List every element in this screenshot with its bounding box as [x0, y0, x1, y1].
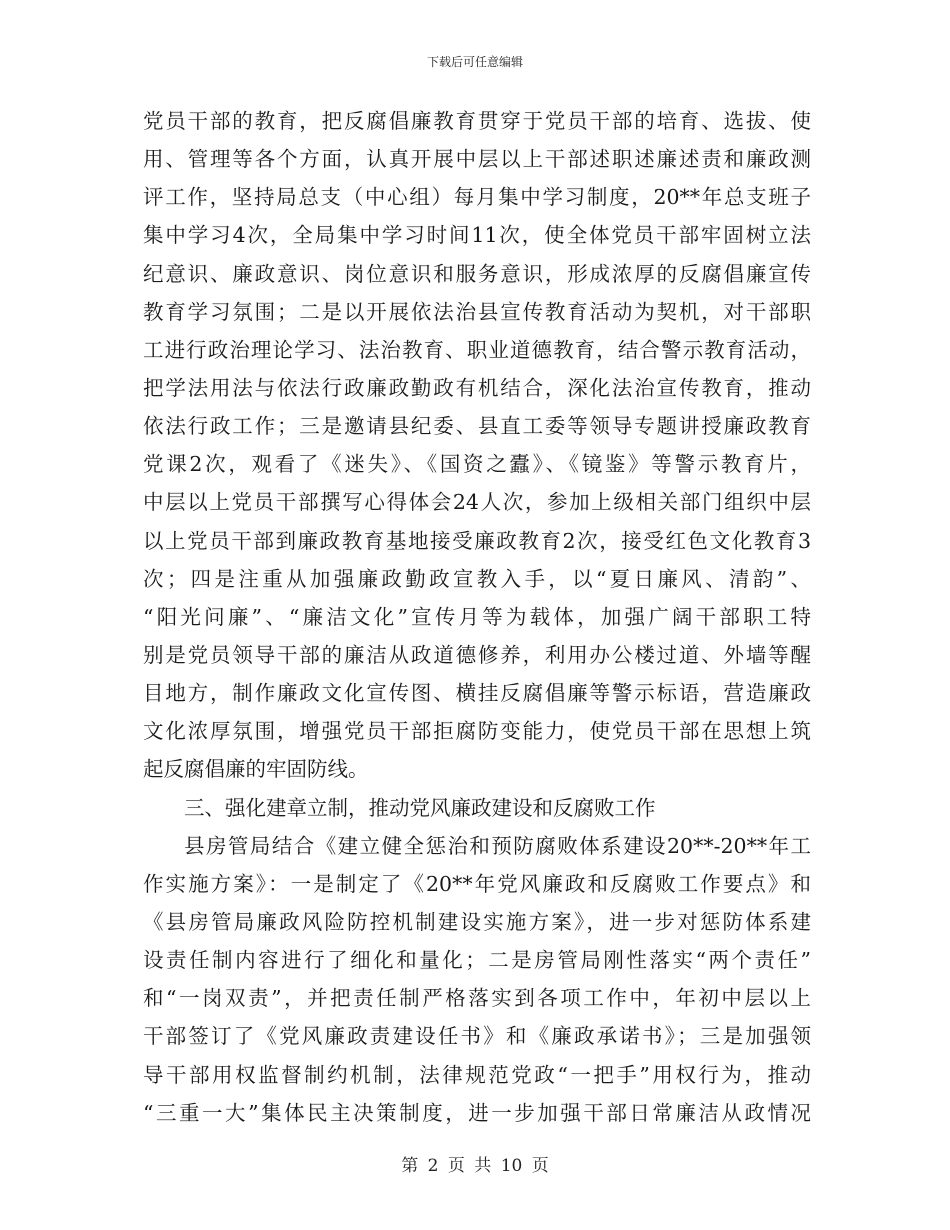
body-line: 作实施方案》：一是制定了《20**年党风廉政和反腐败工作要点》和	[143, 871, 811, 896]
body-line: 起反腐倡廉的牢固防线。	[143, 757, 369, 782]
body-line: 设责任制内容进行了细化和量化；二是房管局刚性落实“两个责任”	[143, 948, 811, 973]
body-line: 目地方，制作廉政文化宣传图、横挂反腐倡廉等警示标语，营造廉政	[143, 681, 811, 706]
paragraph-first-line: 县房管局结合《建立健全惩治和预防腐败体系建设20**-20**年工	[184, 833, 811, 858]
body-line: 党课2次，观看了《迷失》、《国资之蠹》、《镜鉴》等警示教育片，	[143, 452, 811, 477]
body-line: 集中学习4次，全局集中学习时间11次，使全体党员干部牢固树立法	[143, 223, 811, 248]
body-line: “阳光问廉”、“廉洁文化”宣传月等为载体，加强广阔干部职工特	[143, 604, 811, 629]
body-line: 用、管理等各个方面，认真开展中层以上干部述职述廉述责和廉政测	[143, 147, 811, 172]
body-line: 和“一岗双责”，并把责任制严格落实到各项工作中，年初中层以上	[143, 986, 811, 1011]
body-line: 把学法用法与依法行政廉政勤政有机结合，深化法治宣传教育，推动	[143, 375, 811, 400]
body-line: 《县房管局廉政风险防控机制建设实施方案》，进一步对惩防体系建	[143, 909, 811, 934]
body-line: 次；四是注重从加强廉政勤政宣教入手，以“夏日廉风、清韵”、	[143, 566, 811, 591]
body-line: 依法行政工作；三是邀请县纪委、县直工委等领导专题讲授廉政教育	[143, 414, 811, 439]
page-header: 下载后可任意编辑	[426, 55, 523, 69]
body-line: 以上党员干部到廉政教育基地接受廉政教育2次，接受红色文化教育3	[143, 528, 811, 553]
body-line: 文化浓厚氛围，增强党员干部拒腐防变能力，使党员干部在思想上筑	[143, 719, 811, 744]
body-line: 评工作，坚持局总支（中心组）每月集中学习制度，20**年总支班子	[143, 185, 811, 210]
body-line: 党员干部的教育，把反腐倡廉教育贯穿于党员干部的培育、选拔、使	[143, 109, 811, 133]
section-heading: 三、强化建章立制，推动党风廉政建设和反腐败工作	[184, 795, 656, 820]
body-line: 纪意识、廉政意识、岗位意识和服务意识，形成浓厚的反腐倡廉宣传	[143, 261, 811, 286]
body-line: 别是党员领导干部的廉洁从政道德修养，利用办公楼过道、外墙等醒	[143, 642, 811, 667]
page-footer: 第 2 页 共 10 页	[401, 1156, 549, 1176]
body-line: 中层以上党员干部撰写心得体会24人次，参加上级相关部门组织中层	[143, 490, 811, 515]
body-line: 教育学习氛围；二是以开展依法治县宣传教育活动为契机，对干部职	[143, 299, 811, 324]
body-line: 工进行政治理论学习、法治教育、职业道德教育，结合警示教育活动，	[143, 337, 811, 362]
document-body	[143, 102, 811, 1132]
body-line: 干部签订了《党风廉政责建设任书》和《廉政承诺书》；三是加强领	[143, 1024, 811, 1049]
body-line: 导干部用权监督制约机制，法律规范党政“一把手”用权行为，推动	[143, 1062, 811, 1087]
body-line: “三重一大”集体民主决策制度，进一步加强干部日常廉洁从政情况	[143, 1100, 811, 1125]
